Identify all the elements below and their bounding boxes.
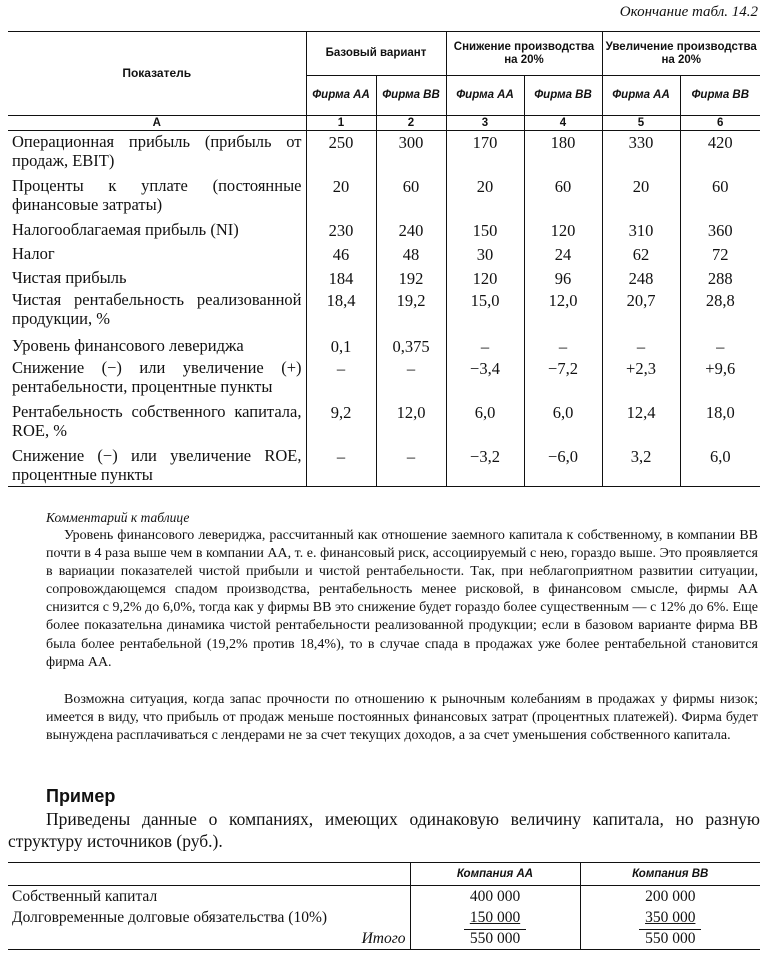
column-index: 4 [524,116,602,131]
underlined-value: 350 000 [645,908,696,926]
cell-value: 120 [524,219,602,243]
table-row [8,445,760,487]
cell-value [580,907,760,928]
cell-value: 3,2 [602,445,680,487]
cell-value: 310 [602,219,680,243]
total-value: 550 000 [464,929,526,948]
cell-value: – [376,357,446,401]
cell-value: 60 [680,175,760,219]
row-label: Налог [8,243,306,267]
cell-value: 12,4 [602,401,680,445]
cell-value: – [376,445,446,487]
cell-value: +9,6 [680,357,760,401]
column-index: 5 [602,116,680,131]
row-label: Долговременные долговые обязательства (10%) [8,907,410,928]
header-group-decrease: Снижение производства на 20% [446,32,602,76]
cell-value: 62 [602,243,680,267]
cell-value: 20,7 [602,289,680,335]
header-group-increase: Увеличение производства на 20% [602,32,760,76]
example-heading: Пример [46,786,116,806]
cell-value: – [680,335,760,357]
capital-structure-table [8,862,760,950]
cell-value [410,928,580,950]
row-label: Чистая прибыль [8,267,306,289]
cell-value: – [306,445,376,487]
cell-value: 250 [306,131,376,175]
table-row-total [8,928,760,950]
cell-value: 28,8 [680,289,760,335]
cell-value: 18,4 [306,289,376,335]
cell-value: −6,0 [524,445,602,487]
header-empty [8,863,410,886]
cell-value [580,928,760,950]
cell-value: 170 [446,131,524,175]
cell-value: 30 [446,243,524,267]
row-label: Чистая рентабельность реализованной продукции, % [8,289,306,335]
header-pokazatel: Показатель [8,32,306,116]
cell-value: – [306,357,376,401]
total-value: 550 000 [639,929,701,948]
cell-value: 192 [376,267,446,289]
header-firm: Фирма BB [524,76,602,116]
table-row [8,131,760,175]
cell-value: 20 [602,175,680,219]
row-label: Рентабельность собственного капитала, ROE, % [8,401,306,445]
cell-value: 46 [306,243,376,267]
leverage-table [8,31,760,487]
comment-title: Комментарий к таблице [46,510,190,525]
cell-value: 12,0 [524,289,602,335]
total-label: Итого [8,928,410,950]
cell-value: 150 [446,219,524,243]
header-firm: Фирма AA [446,76,524,116]
table-row [8,289,760,335]
cell-value: 120 [446,267,524,289]
cell-value: – [446,335,524,357]
column-index: 3 [446,116,524,131]
header-firm: Фирма BB [680,76,760,116]
header-group-base: Базовый вариант [306,32,446,76]
cell-value: 300 [376,131,446,175]
cell-value: – [602,335,680,357]
cell-value: 9,2 [306,401,376,445]
cell-value: 19,2 [376,289,446,335]
cell-value: 15,0 [446,289,524,335]
row-label: Снижение (−) или увеличение ROE, процентные пункты [8,445,306,487]
underlined-value: 150 000 [469,908,521,926]
cell-value: 248 [602,267,680,289]
cell-value: 60 [376,175,446,219]
cell-value: −3,4 [446,357,524,401]
cell-value: 20 [446,175,524,219]
table-row [8,907,760,928]
cell-value: 420 [680,131,760,175]
cell-value: 360 [680,219,760,243]
table-row [8,243,760,267]
cell-value: 230 [306,219,376,243]
cell-value: 24 [524,243,602,267]
table-row [8,175,760,219]
cell-value: 240 [376,219,446,243]
cell-value: 288 [680,267,760,289]
row-label: Налогооблагаемая прибыль (NI) [8,219,306,243]
cell-value [410,907,580,928]
cell-value: 12,0 [376,401,446,445]
cell-value: 60 [524,175,602,219]
cell-value: 6,0 [446,401,524,445]
header-company-aa: Компания AA [410,863,580,886]
row-label: Собственный капитал [8,886,410,908]
cell-value: 6,0 [524,401,602,445]
header-company-bb: Компания BB [580,863,760,886]
row-label: Снижение (−) или увеличение (+) рентабельности, процентные пункты [8,357,306,401]
comment-paragraph: Возможна ситуация, когда запас прочности по отношению к рыночным колебаниям в продажах у фирмы низок; имеется в виду, что прибыль от продаж меньше постоянных финансовых затрат (процентных платежей). Фирма будет вынуждена расплачиваться с лендерами не за счет текущих доходов, а за счет уменьшения собственного капитала. [46,692,758,744]
table-row [8,357,760,401]
example-text: Приведены данные о компаниях, имеющих одинаковую величину капитала, но разную структуру источников (руб.). [8,809,760,851]
cell-value: −3,2 [446,445,524,487]
table-row [8,267,760,289]
column-index: А [8,116,306,131]
table-caption: Окончание табл. 14.2 [619,4,758,20]
column-index: 1 [306,116,376,131]
cell-value: 400 000 [410,886,580,908]
row-label: Операционная прибыль (прибыль от продаж, EBIT) [8,131,306,175]
cell-value: 18,0 [680,401,760,445]
cell-value: 96 [524,267,602,289]
cell-value: 20 [306,175,376,219]
table-row [8,401,760,445]
cell-value: 0,1 [306,335,376,357]
cell-value: 180 [524,131,602,175]
cell-value: – [524,335,602,357]
cell-value: 184 [306,267,376,289]
header-firm: Фирма BB [376,76,446,116]
cell-value: 48 [376,243,446,267]
row-label: Уровень финансового левериджа [8,335,306,357]
cell-value: 200 000 [580,886,760,908]
table-row [8,335,760,357]
cell-value: 330 [602,131,680,175]
cell-value: 0,375 [376,335,446,357]
header-firm: Фирма AA [602,76,680,116]
row-label: Проценты к уплате (постоянные финансовые затраты) [8,175,306,219]
table-row [8,219,760,243]
table-row [8,886,760,908]
header-firm: Фирма AA [306,76,376,116]
comment-paragraph: Уровень финансового левериджа, рассчитанный как отношение заемного капитала к собственному, в компании BB почти в 4 раза выше чем в компании AA, т. е. финансовый риск, ассоциируемый с нею, гораздо выше. Это проявляется в вариации показателей чистой прибыли и чистой рентабельности. Так, при неблагоприятном развитии ситуации, сопровождающемся спадом производства, рентабельность менее рисковой, в финансовом смысле, фирмы AA снизится с 9,2% до 6,0%, тогда как у фирмы BB это снижение будет гораздо более существенным — с 12% до 6%. Еще более показательна динамика чистой рентабельности реализованной продукции; если в базовом варианте фирма BB была более рентабельной (19,2% против 18,4%), то в случае спада в продажах уже более рентабельной становится фирма AA. [46,528,758,670]
cell-value: −7,2 [524,357,602,401]
cell-value: +2,3 [602,357,680,401]
column-index: 6 [680,116,760,131]
column-index: 2 [376,116,446,131]
cell-value: 6,0 [680,445,760,487]
cell-value: 72 [680,243,760,267]
